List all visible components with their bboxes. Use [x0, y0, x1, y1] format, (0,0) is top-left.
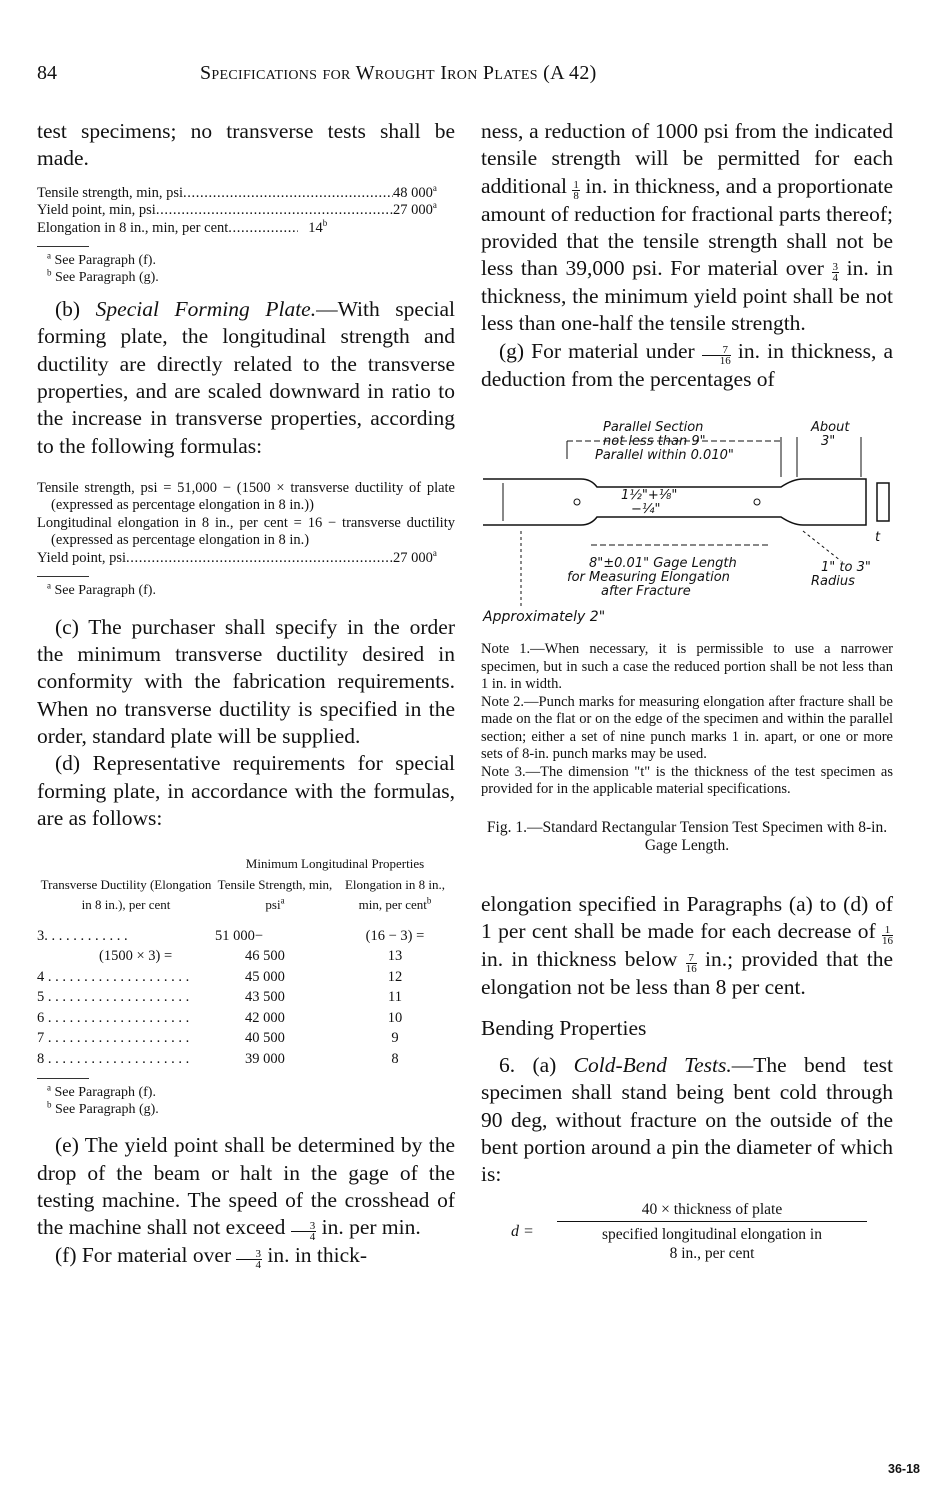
- table-row: 7 . . . . . . . . . . . . . . . . . . . . 40 500 9: [37, 1030, 399, 1047]
- footnote: $^b$ See Paragraph (g).: [47, 266, 159, 285]
- paragraph-6a: 6. (a) Cold-Bend Tests.—The bend test specimen shall stand being bent cold through 90 deg, without fracture on the outside of the bent portion around a pin the diameter of which is:: [481, 1053, 894, 1187]
- table-row: 3. . . . . . . . . . . . 51 000− (16 − 3) =: [37, 927, 425, 944]
- tension-specimen-figure: [481, 411, 893, 641]
- footnote-mark: b: [322, 217, 328, 228]
- footnote-mark: a: [432, 182, 437, 193]
- left-column: [37, 118, 455, 1270]
- column-header: Transverse Ductility (Elongation in 8 in.), per cent: [40, 876, 212, 913]
- footnote-rule: [37, 246, 89, 247]
- table-row: 4 . . . . . . . . . . . . . . . . . . . . 45 000 12: [37, 968, 403, 985]
- figure-caption: Fig. 1.—Standard Rectangular Tension Test Specimen with 8-in. Gage Length.: [486, 818, 888, 854]
- equation-numerator: 40 × thickness of plate: [557, 1201, 867, 1222]
- page-number: 84: [37, 62, 57, 84]
- table-row: 8 . . . . . . . . . . . . . . . . . . . . 39 000 8: [37, 1050, 399, 1067]
- paragraph-g: (g) For material under $\frac{7}{16}$ in. in thickness, a deduction from the percentages of: [481, 338, 894, 391]
- note-1: Note 1.—When necessary, it is permissible to use a narrower specimen, but in such a case the reduced portion shall be not less than 1 in. in width.: [481, 641, 893, 693]
- figure-label: t: [875, 530, 881, 546]
- spec-label: Elongation in 8 in., min, per cent: [37, 219, 229, 236]
- document-code: 36-18: [888, 1462, 920, 1476]
- formula-yield: Yield point, psi . . . 27 000$^a$: [37, 550, 455, 568]
- requirements-table: [37, 854, 455, 1069]
- paragraph-b-title: Special Forming Plate.: [95, 297, 317, 322]
- figure-label: Parallel within 0.010": [595, 448, 734, 464]
- spec-table: [37, 182, 455, 238]
- spec-value: 14: [308, 219, 323, 236]
- paragraph-c: (c) The purchaser shall specify in the order the minimum transverse ductility desired in conformity with the fabrication requirements. When no transverse ductility is specified in the order, standard plate will be supplied.: [37, 614, 455, 749]
- table-row: 5 . . . . . . . . . . . . . . . . . . . . 43 500 11: [37, 989, 402, 1006]
- note-2: Note 2.—Punch marks for measuring elongation after fracture shall be made on the flat or on the edge of the specimen and within the parallel section; either a set of nine punch marks 1 in. apart, or one or more sets of 8-in. punch marks may be used.: [481, 693, 893, 763]
- figure-label: 1½"+⅛": [621, 488, 678, 504]
- footnote: $^a$ See Paragraph (f).: [47, 250, 156, 269]
- figure-label: About: [811, 420, 850, 436]
- equation-lhs: d =: [511, 1222, 534, 1240]
- figure-label: −¼": [631, 502, 661, 518]
- group-header: Minimum Longitudinal Properties: [245, 856, 425, 872]
- equation-denominator: specified longitudinal elongation in 8 in., per cent: [602, 1225, 822, 1262]
- column-header: Elongation in 8 in., min, per cent$^b$: [344, 876, 446, 913]
- paragraph-d: (d) Representative requirements for special forming plate, in accordance with the formulas, are as follows:: [37, 751, 455, 830]
- spec-label: Yield point, min, psi: [37, 202, 156, 219]
- paragraph-b: (b) Special Forming Plate.—With special forming plate, the longitudinal strength and ductility are directly related to the transverse properties, and are scaled downward in ratio to the increase in transverse properties, according to the following formulas:: [37, 297, 455, 458]
- section-heading: Bending Properties: [481, 1016, 647, 1041]
- spec-label: Tensile strength, min, psi: [37, 184, 183, 201]
- continued-paragraph-g: elongation specified in Paragraphs (a) to (d) of 1 per cent shall be made for each decrease of $\frac{1}{16}$ in. in thickness below $\frac{7}{16}$ in.; provided that the elongation not be less than 8 per cent.: [481, 891, 893, 999]
- figure-label: Parallel Section: [603, 420, 704, 436]
- right-column: [481, 118, 893, 1277]
- footnote: $^b$ See Paragraph (g).: [47, 1099, 159, 1117]
- intro-text: test specimens; no transverse tests shall be made.: [37, 119, 455, 171]
- table-row: (1500 × 3) = 46 500 13: [99, 948, 403, 965]
- footnote-mark: a: [432, 200, 437, 211]
- table-row: 6 . . . . . . . . . . . . . . . . . . . . 42 000 10: [37, 1009, 403, 1026]
- spec-value: 27 000: [393, 202, 433, 219]
- formula-tensile: Tensile strength, psi = 51,000 − (1500 × transverse ductility of plate (expressed as percentage elongation in 8 in.)): [37, 479, 455, 514]
- formula-block: [37, 480, 455, 568]
- formula-elongation: Longitudinal elongation in 8 in., per cent = 16 − transverse ductility (expressed as percentage elongation in 8 in.): [37, 514, 455, 549]
- spec-row: [37, 182, 455, 203]
- paragraph-e: (e) The yield point shall be determined by the drop of the beam or halt in the gage of the testing machine. The speed of the crosshead of the machine shall not exceed $\frac{3}{4}$ in. per min.: [37, 1133, 455, 1244]
- specimen-drawing: [481, 411, 893, 641]
- figure-label: 8"±0.01" Gage Length: [589, 556, 737, 572]
- footnote: $^a$ See Paragraph (f).: [47, 1082, 156, 1101]
- figure-label: after Fracture: [601, 584, 691, 600]
- footnote-rule: [37, 576, 89, 577]
- footnote: $^a$ See Paragraph (f).: [47, 580, 156, 599]
- paragraph-6a-title: Cold-Bend Tests.: [573, 1053, 732, 1078]
- figure-label: 1" to 3": [821, 560, 871, 576]
- figure-label: not less than 9": [603, 434, 706, 450]
- figure-label: Radius: [811, 574, 855, 590]
- figure-label: Approximately 2": [483, 609, 606, 626]
- figure-label: for Measuring Elongation: [567, 570, 730, 586]
- spec-row: [37, 202, 455, 220]
- continued-paragraph-f: ness, a reduction of 1000 psi from the indicated tensile strength will be permitted for each additional $\frac{1}{8}$ in. in thickness, and a proportionate amount of reduction for fractional parts thereof; provided that the tensile strength shall not be less than 39,000 psi. For material over $\frac{3}{4}$ in. in thickness, the minimum yield point shall be not less than one-half the tensile strength.: [481, 119, 894, 336]
- footnote-rule: [37, 1078, 89, 1079]
- running-title: Specifications for Wrought Iron Plates (A 42): [200, 62, 597, 84]
- note-3: Note 3.—The dimension "t" is the thickness of the test specimen as provided for in the applicable material specifications.: [481, 763, 893, 798]
- bend-equation: [481, 1197, 893, 1277]
- figure-label: 3": [821, 434, 836, 450]
- column-header: Tensile Strength, min, psi$^a$: [217, 876, 333, 913]
- running-header: [37, 62, 897, 92]
- spec-value: 48 000: [393, 184, 433, 201]
- paragraph-f: (f) For material over $\frac{3}{4}$ in. in thick-: [55, 1243, 368, 1272]
- spec-row: [37, 217, 455, 238]
